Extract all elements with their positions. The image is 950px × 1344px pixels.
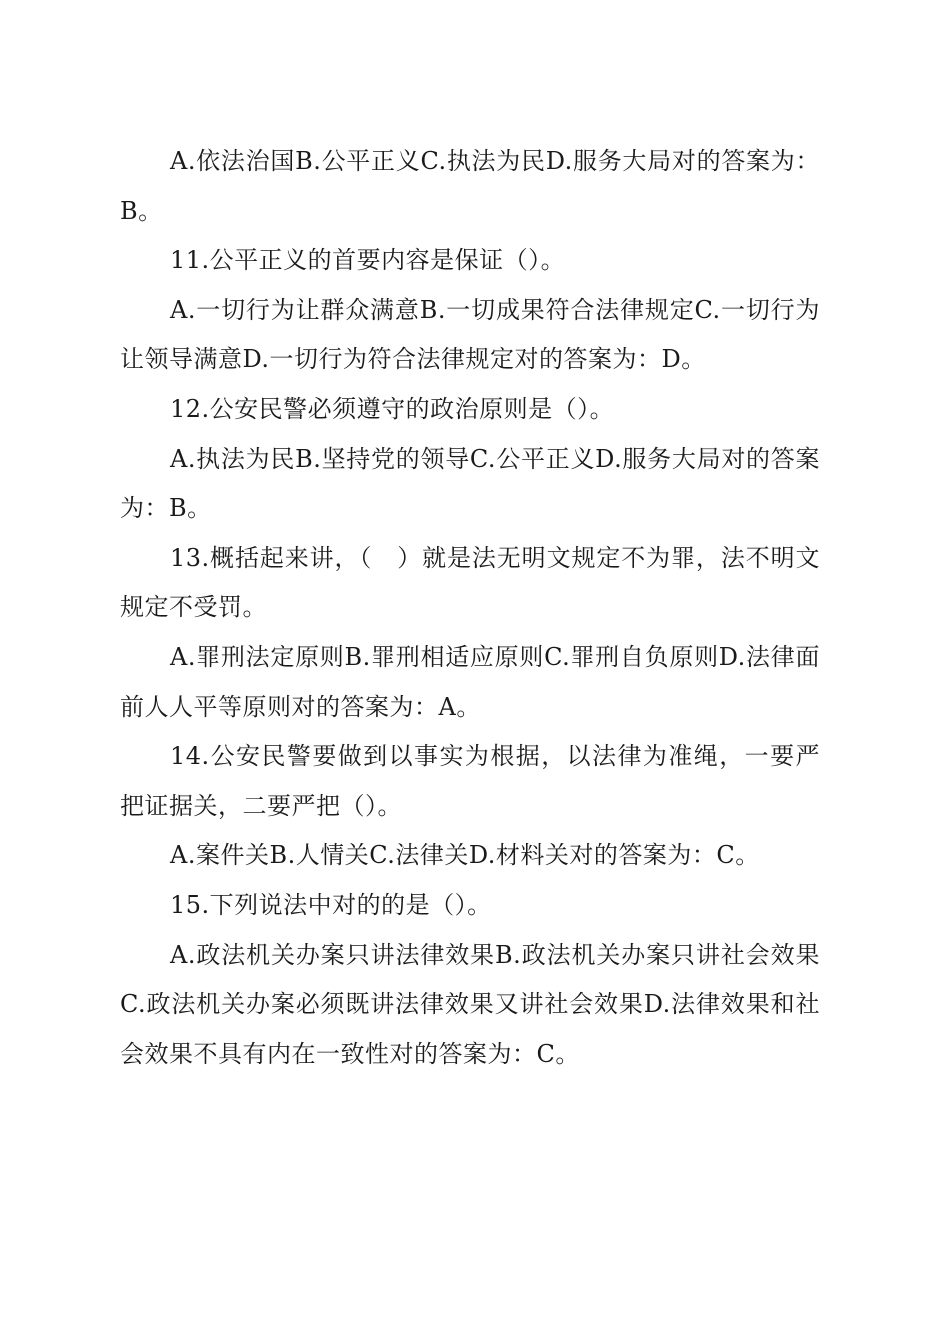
question-11: 11.公平正义的首要内容是保证（）。 bbox=[170, 246, 566, 275]
answer-options-q11: A.一切行为让群众满意B.一切成果符合法律规定C.一切行为让领导满意D.一切行为符合法律规定对的答案为：D。 bbox=[120, 295, 820, 374]
question-12: 12.公安民警必须遵守的政治原则是（）。 bbox=[170, 394, 615, 423]
answer-options-q13: A.罪刑法定原则B.罪刑相适应原则C.罪刑自负原则D.法律面前人人平等原则对的答案为：A。 bbox=[120, 642, 820, 721]
question-14: 14.公安民警要做到以事实为根据，以法律为准绳，一要严把证据关，二要严把（）。 bbox=[120, 742, 820, 820]
answer-options-q12: A.执法为民B.坚持党的领导C.公平正义D.服务大局对的答案为：B。 bbox=[120, 444, 820, 523]
answer-options-q10: A.依法治国B.公平正义C.执法为民D.服务大局对的答案为：B。 bbox=[120, 147, 820, 225]
answer-options-q14: A.案件关B.人情关C.法律关D.材料关对的答案为：C。 bbox=[170, 841, 760, 870]
document-body bbox=[120, 137, 820, 1079]
answer-options-q15: A.政法机关办案只讲法律效果B.政法机关办案只讲社会效果C.政法机关办案必须既讲法律效果又讲社会效果D.法律效果和社会效果不具有内在一致性对的答案为：C。 bbox=[120, 940, 820, 1068]
question-13: 13.概括起来讲，（ ）就是法无明文规定不为罪，法不明文规定不受罚。 bbox=[120, 543, 820, 622]
question-15: 15.下列说法中对的的是（）。 bbox=[170, 890, 492, 919]
